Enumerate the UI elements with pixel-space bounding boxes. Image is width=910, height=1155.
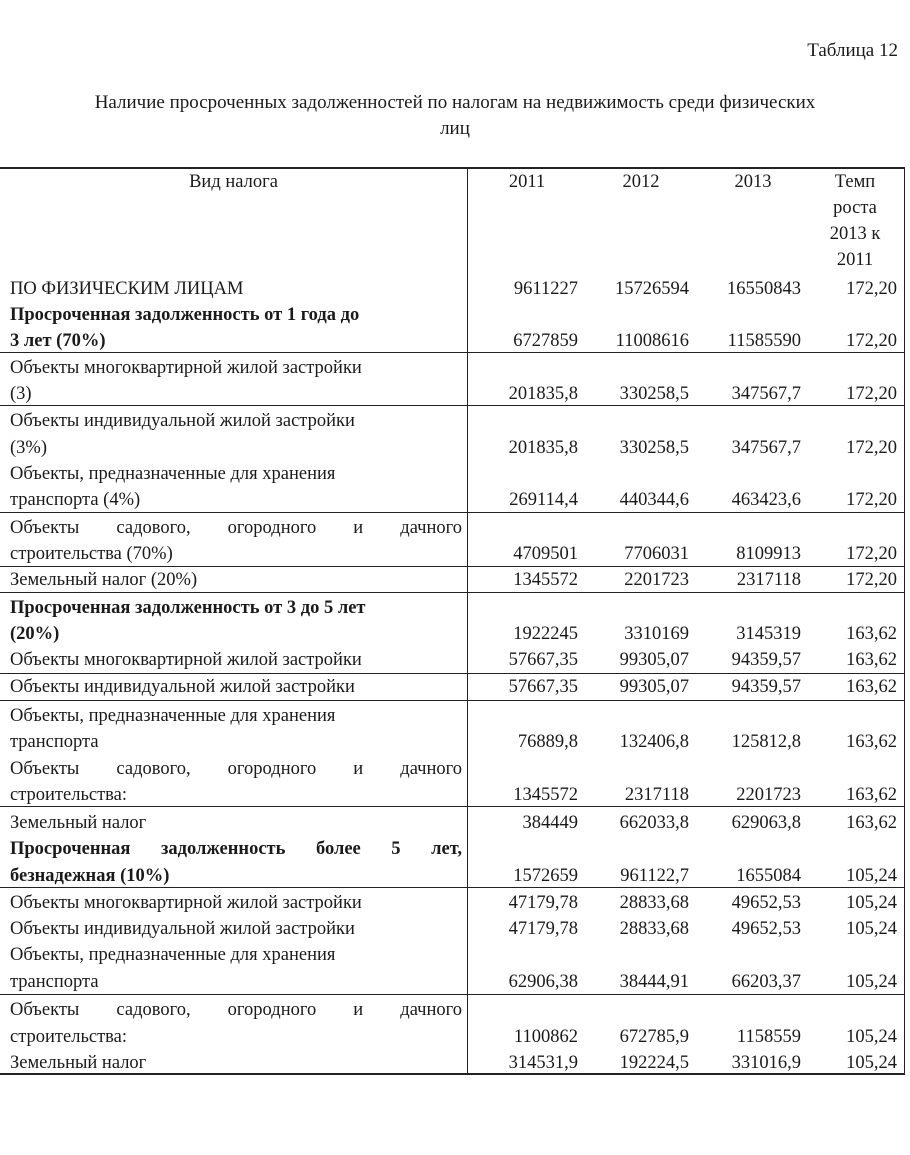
- value-2013: 8109913: [736, 544, 801, 564]
- value-2013: 1158559: [736, 1027, 801, 1047]
- table-row: [0, 916, 905, 942]
- value-growth: 105,24: [846, 893, 897, 913]
- header-growth-line3: 2013 к: [829, 224, 881, 244]
- row-label-cont: строительства (70%): [10, 544, 173, 564]
- value-growth: 105,24: [846, 866, 897, 886]
- value-2013: 331016,9: [731, 1053, 801, 1073]
- value-2013: 629063,8: [731, 813, 801, 833]
- row-label-cont: строительства:: [10, 785, 128, 805]
- value-2013: 16550843: [727, 279, 801, 299]
- table-title-line1: Наличие просроченных задолженностей по налогам на недвижимость среди физических: [94, 92, 816, 113]
- value-2012: 3310169: [624, 624, 689, 644]
- value-growth: 105,24: [846, 972, 897, 992]
- value-2012: 7706031: [624, 544, 689, 564]
- table-title: [0, 90, 910, 142]
- value-2013: 347567,7: [731, 438, 801, 458]
- value-2013: 94359,57: [731, 650, 801, 670]
- value-growth: 163,62: [846, 677, 897, 697]
- row-label-cont: (3%): [10, 438, 47, 458]
- row-label: ПО ФИЗИЧЕСКИМ ЛИЦАМ: [10, 279, 244, 299]
- table-row: [0, 890, 905, 916]
- value-2012: 662033,8: [619, 813, 689, 833]
- table-row: [0, 355, 905, 381]
- value-2011: 57667,35: [508, 650, 578, 670]
- value-2012: 440344,6: [619, 490, 689, 510]
- value-growth: 105,24: [846, 1027, 897, 1047]
- row-label: Объекты, предназначенные для хранения: [10, 945, 336, 965]
- value-2012: 11008616: [615, 331, 689, 351]
- table-row: [0, 302, 905, 328]
- table-row: [0, 1050, 905, 1076]
- value-2011: 47179,78: [508, 893, 578, 913]
- header-row: [0, 169, 905, 195]
- value-2011: 1100862: [513, 1027, 578, 1047]
- value-2013: 2317118: [736, 570, 801, 590]
- row-label: Земельный налог: [10, 813, 147, 833]
- value-2012: 28833,68: [619, 919, 689, 939]
- row-label: Объекты, предназначенные для хранения: [10, 706, 336, 726]
- value-2013: 49652,53: [731, 919, 801, 939]
- row-label: Просроченная задолженность от 3 до 5 лет: [10, 598, 366, 618]
- value-growth: 172,20: [846, 331, 897, 351]
- row-label: Объекты садового, огородного и дачного: [10, 1000, 462, 1020]
- table-row: [0, 567, 905, 593]
- value-2011: 269114,4: [509, 490, 578, 510]
- row-divider: [0, 700, 904, 701]
- table-row: [0, 408, 905, 434]
- value-growth: 163,62: [846, 785, 897, 805]
- row-label: Земельный налог: [10, 1053, 147, 1073]
- table-number: Таблица 12: [807, 40, 898, 61]
- row-label: Просроченная задолженность более 5 лет,: [10, 839, 462, 859]
- row-label-cont: 3 лет (70%): [10, 331, 106, 351]
- value-2013: 347567,7: [731, 384, 801, 404]
- value-2013: 125812,8: [731, 732, 801, 752]
- table-row: [0, 997, 905, 1023]
- table-row: [0, 647, 905, 673]
- header-2013: 2013: [734, 172, 772, 192]
- value-2011: 314531,9: [508, 1053, 578, 1073]
- value-2012: 192224,5: [619, 1053, 689, 1073]
- value-growth: 105,24: [846, 1053, 897, 1073]
- table-row: [0, 461, 905, 487]
- value-2011: 1345572: [513, 570, 578, 590]
- tax-arrears-table: [0, 167, 905, 1075]
- value-2012: 2317118: [624, 785, 689, 805]
- value-2012: 15726594: [615, 279, 689, 299]
- value-2012: 330258,5: [619, 384, 689, 404]
- header-growth-line1: Темп: [834, 172, 876, 192]
- value-2013: 49652,53: [731, 893, 801, 913]
- row-label-cont: строительства:: [10, 1027, 128, 1047]
- value-2011: 201835,8: [508, 384, 578, 404]
- row-label-cont: (3): [10, 384, 32, 404]
- header-growth-line4: 2011: [836, 250, 874, 270]
- value-2012: 2201723: [624, 570, 689, 590]
- row-label: Объекты садового, огородного и дачного: [10, 759, 462, 779]
- value-2013: 11585590: [727, 331, 801, 351]
- value-2012: 330258,5: [619, 438, 689, 458]
- table-row: [0, 674, 905, 700]
- value-growth: 172,20: [846, 438, 897, 458]
- value-2012: 672785,9: [619, 1027, 689, 1047]
- row-label-cont: транспорта: [10, 972, 99, 992]
- value-2011: 384449: [522, 813, 578, 833]
- value-2013: 2201723: [736, 785, 801, 805]
- header-2011: 2011: [508, 172, 546, 192]
- value-2012: 38444,91: [619, 972, 689, 992]
- table-row: [0, 756, 905, 782]
- value-2012: 961122,7: [620, 866, 689, 886]
- value-growth: 163,62: [846, 732, 897, 752]
- value-growth: 163,62: [846, 813, 897, 833]
- value-2011: 1572659: [513, 866, 578, 886]
- value-2011: 9611227: [513, 279, 578, 299]
- value-growth: 172,20: [846, 384, 897, 404]
- value-growth: 163,62: [846, 624, 897, 644]
- value-growth: 172,20: [846, 279, 897, 299]
- value-2011: 1922245: [513, 624, 578, 644]
- value-2011: 76889,8: [517, 732, 578, 752]
- value-growth: 172,20: [846, 490, 897, 510]
- value-2011: 6727859: [513, 331, 578, 351]
- header-tax-type: Вид налога: [189, 172, 278, 192]
- row-label-cont: транспорта (4%): [10, 490, 141, 510]
- table-row: [0, 703, 905, 729]
- row-label: Просроченная задолженность от 1 года до: [10, 305, 360, 325]
- header-growth-line2: роста: [833, 198, 877, 218]
- value-2013: 3145319: [736, 624, 801, 644]
- value-2012: 132406,8: [619, 732, 689, 752]
- value-2011: 1345572: [513, 785, 578, 805]
- row-label: Объекты, предназначенные для хранения: [10, 464, 336, 484]
- value-2011: 4709501: [513, 544, 578, 564]
- value-2013: 463423,6: [731, 490, 801, 510]
- table-row: [0, 515, 905, 541]
- value-2011: 57667,35: [508, 677, 578, 697]
- table-row: [0, 276, 905, 302]
- row-label: Земельный налог (20%): [10, 570, 198, 590]
- row-label: Объекты многоквартирной жилой застройки: [10, 358, 362, 378]
- header-2012: 2012: [622, 172, 660, 192]
- value-2013: 1655084: [736, 866, 801, 886]
- row-label-cont: транспорта: [10, 732, 99, 752]
- table-row: [0, 836, 905, 862]
- table-row: [0, 595, 905, 621]
- value-2012: 28833,68: [619, 893, 689, 913]
- row-label: Объекты индивидуальной жилой застройки: [10, 411, 355, 431]
- table-row: [0, 942, 905, 968]
- value-2011: 47179,78: [508, 919, 578, 939]
- value-growth: 172,20: [846, 544, 897, 564]
- row-label-cont: (20%): [10, 624, 60, 644]
- value-growth: 105,24: [846, 919, 897, 939]
- value-2012: 99305,07: [619, 650, 689, 670]
- table-row: [0, 810, 905, 836]
- value-2012: 99305,07: [619, 677, 689, 697]
- value-2011: 201835,8: [508, 438, 578, 458]
- row-label: Объекты многоквартирной жилой застройки: [10, 650, 362, 670]
- table-title-line2: лиц: [440, 118, 470, 139]
- value-growth: 163,62: [846, 650, 897, 670]
- row-label: Объекты многоквартирной жилой застройки: [10, 893, 362, 913]
- value-growth: 172,20: [846, 570, 897, 590]
- row-label: Объекты индивидуальной жилой застройки: [10, 677, 355, 697]
- value-2013: 66203,37: [731, 972, 801, 992]
- value-2013: 94359,57: [731, 677, 801, 697]
- row-label: Объекты садового, огородного и дачного: [10, 518, 462, 538]
- row-label-cont: безнадежная (10%): [10, 866, 170, 886]
- row-label: Объекты индивидуальной жилой застройки: [10, 919, 355, 939]
- value-2011: 62906,38: [508, 972, 578, 992]
